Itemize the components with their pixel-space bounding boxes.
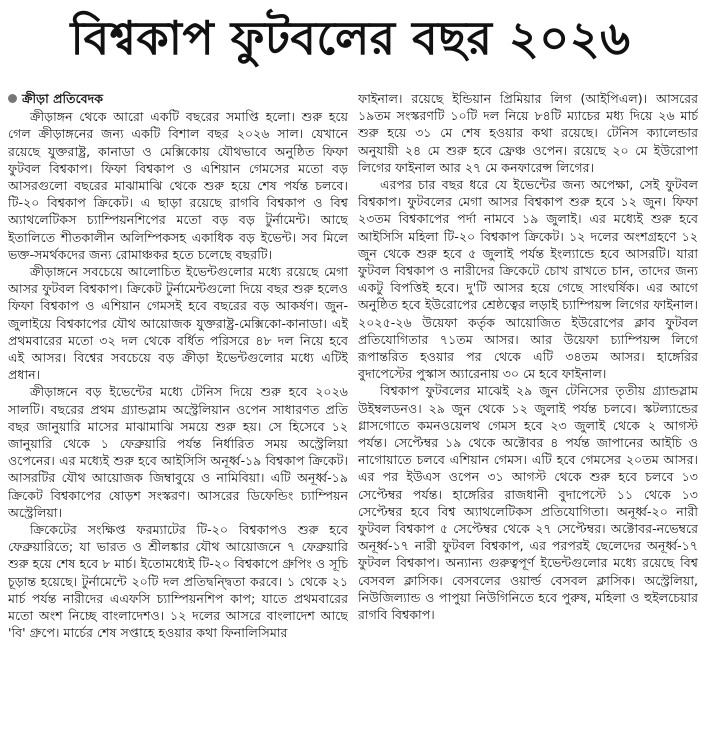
- byline: [8, 90, 348, 107]
- paragraph: ফাইনাল। রয়েছে ইন্ডিয়ান প্রিমিয়ার লিগ (আইপিএল)। আসরের ১৯তম সংস্করণটি ১০টি দল নিয়ে ৮৪টি ম্যাচের মধ্য দিয়ে ২৬ মার্চ শুরু হয়ে ৩১ মে শেষ হওয়ার কথা রয়েছে। টেনিস ক্যালেন্ডার অনুযায়ী ২৪ মে শুরু হবে ফ্রেঞ্চ ওপেন। রয়েছে ২০ মে ইউরোপা লিগের ফাইনাল আর ২৭ মে কনফারেন্স লিগের।: [358, 91, 698, 175]
- paragraph: বিশ্বকাপ ফুটবলের মাঝেই ২৯ জুন টেনিসের তৃতীয় গ্র্যান্ডস্লাম উইম্বলডনও। ২৯ জুন থেকে ১২ জুলাই পর্যন্ত চলবে। স্কটল্যান্ডের গ্লাসগোতে কমনওয়েলথ গেমস হবে ২৩ জুলাই থেকে ২ আগস্ট পর্যন্ত। সেপ্টেম্বর ১৯ থেকে অক্টোবর ৪ পর্যন্ত জাপানের আইচি ও নাগোয়াতে চলবে এশিয়ান গেমস। এটি হবে গেমসের ২০তম আসর। এর পর ইউএস ওপেন ৩১ আগস্ট থেকে শুরু হবে চলবে ১৩ সেপ্টেম্বর পর্যন্ত। হাঙ্গেরির রাজধানী বুদাপেস্টে ১১ থেকে ১৩ সেপ্টেম্বর হবে বিশ্ব অ্যাথলেটিকস প্রতিযোগিতা। অনূর্ধ্ব-২০ নারী ফুটবল বিশ্বকাপ ৫ সেপ্টেম্বর থেকে ২৭ সেপ্টেম্বর। অক্টোবর-নভেম্বরে অনূর্ধ্ব-১৭ নারী ফুটবল বিশ্বকাপ, এর পরপরই ছেলেদের অনূর্ধ্ব-১৭ ফুটবল বিশ্বকাপ। অন্যান্য গুরুত্বপূর্ণ ইভেন্টগুলোর মধ্যে রয়েছে বিশ্ব বেসবল ক্লাসিক। বেসবলের ওয়ার্ল্ড বেসবল ক্লাসিক। অস্ট্রেলিয়া, নিউজিল্যান্ড ও পাপুয়া নিউগিনিতে হবে পুরুষ, মহিলা ও হুইলচেয়ার রাগবি বিশ্বকাপ।: [358, 383, 698, 623]
- article-column-right: [358, 90, 698, 742]
- byline-text: ক্রীড়া প্রতিবেদক: [22, 91, 104, 106]
- paragraph: ক্রিকেটের সংক্ষিপ্ত ফরম্যাটের টি-২০ বিশ্বকাপও শুরু হবে ফেব্রুয়ারিতে; যা ভারত ও শ্রীলঙ্কার যৌথ আয়োজনে ৭ ফেব্রুয়ারি শুরু হয়ে শেষ হবে ৮ মার্চ। ইতোমধ্যেই টি-২০ বিশ্বকাপে গ্রুপিং ও সূচি চূড়ান্ত হয়েছে। টুর্নামেন্টে ২০টি দল প্রতিদ্বন্দ্বিতা করবে। ১ থেকে ২১ মার্চ পর্যন্ত নারীদের এএফসি চ্যাম্পিয়নশিপ কাপ; যাতে প্রথমবারের মতো অংশ নিচ্ছে বাংলাদেশও। ১২ দলের আসরে বাংলাদেশ আছে 'বি' গ্রুপে। মার্চের শেষ সপ্তাহে হওয়ার কথা ফিনালিসিমার: [8, 522, 348, 641]
- paragraph: ক্রীড়াঙ্গন থেকে আরো একটি বছরের সমাপ্তি হলো। শুরু হয়ে গেল ক্রীড়াঙ্গনের জন্য একটি বিশাল বছর ২০২৬ সাল। যেখানে রয়েছে যুক্তরাষ্ট্র, কানাডা ও মেক্সিকোয় যৌথভাবে অনুষ্ঠিত ফিফা ফুটবল বিশ্বকাপ। ফিফা বিশ্বকাপ ও এশিয়ান গেমসের মতো বড় আসরগুলো বছরের মাঝামাঝি থেকে শুরু হয়ে শেষ পর্যন্ত চলবে। টি-২০ বিশ্বকাপ ক্রিকেট। এ ছাড়া রয়েছে রাগবি বিশ্বকাপ ও বিশ্ব অ্যাথলেটিকস চ্যাম্পিয়নশিপের মতো বড় বড় টুর্নামেন্ট। আছে ইতালিতে শীতকালীন অলিম্পিকসহ একাধিক বড় ইভেন্ট। সব মিলে ভক্ত-সমর্থকদের জন্য রোমাঞ্চকর হতে চলেছে বছরটি।: [8, 109, 348, 262]
- paragraph: এরপর চার বছর ধরে যে ইভেন্টের জন্য অপেক্ষা, সেই ফুটবল বিশ্বকাপ। ফুটবলের মেগা আসর বিশ্বকাপ শুরু হবে ১২ জুন। ফিফা ২৩তম বিশ্বকাপের পর্দা নামবে ১৯ জুলাই। এর মধ্যেই শুরু হবে আইসিসি মহিলা টি-২০ বিশ্বকাপ ক্রিকেট। ১২ দলের অংশগ্রহণে ১২ জুন থেকে শুরু হবে ৫ জুলাই পর্যন্ত ইংল্যান্ডে হবে আসরটি। যারা ফুটবল বিশ্বকাপ ও নারীদের ক্রিকেটে চোখ রাখতে চান, তাদের জন্য একটু বিপত্তিই হবে। দু'টি আসর হয়ে গেছে সাংঘর্ষিক। এর আগে অনুষ্ঠিত হবে ইউরোপের শ্রেষ্ঠত্বের লড়াই চ্যাম্পিয়ন্স লিগের ফাইনাল। ২০২৫-২৬ উয়েফা কর্তৃক আয়োজিত ইউরোপের ক্লাব ফুটবল প্রতিযোগিতার ৭১তম আসর। আর উয়েফা চ্যাম্পিয়ন্স লিগে রূপান্তরিত হওয়ার পর থেকে এটি ৩৪তম আসর। হাঙ্গেরির বুদাপেস্টের পুস্কাস অ্যারেনায় ৩০ মে হবে ফাইনাল।: [358, 177, 698, 382]
- paragraph: ক্রীড়াঙ্গনে বড় ইভেন্টের মধ্যে টেনিস দিয়ে শুরু হবে ২০২৬ সালটি। বছরের প্রথম গ্র্যান্ডস্লাম অস্ট্রেলিয়ান ওপেন সাধারণত প্রতি বছর জানুয়ারি মাসের মাঝামাঝি সময়ে শুরু হয়। সে হিসেবে ১২ জানুয়ারি থেকে ১ ফেব্রুয়ারি পর্যন্ত নির্ধারিত সময় অস্ট্রেলিয়া ওপেনের। এর মধ্যেই শুরু হবে আইসিসি অনূর্ধ্ব-১৯ বিশ্বকাপ ক্রিকেট। আসরটির যৌথ আয়োজক জিম্বাবুয়ে ও নামিবিয়া। এটি অনূর্ধ্ব-১৯ ক্রিকেট বিশ্বকাপের ষোড়শ সংস্করণ। আসরের ডিফেন্ডিং চ্যাম্পিয়ন অস্ট্রেলিয়া।: [8, 384, 348, 520]
- bullet-icon: [8, 94, 17, 103]
- paragraph: ক্রীড়াঙ্গনে সবচেয়ে আলোচিত ইভেন্টগুলোর মধ্যে রয়েছে মেগা আসর ফুটবল বিশ্বকাপ। ক্রিকেট টুর্নামেন্টগুলো দিয়ে বছর শুরু হলেও ফিফা বিশ্বকাপ ও এশিয়ান গেমসই হবে বছরের বড় আকর্ষণ। জুন-জুলাইয়ে বিশ্বকাপের যৌথ আয়োজক যুক্তরাষ্ট্র-মেক্সিকো-কানাডা। এই প্রথমবারের মতো ৩২ দল থেকে বর্ধিত পরিসরে ৪৮ দল নিয়ে হবে এই আসর। বিশ্বের সবচেয়ে বড় ক্রীড়া ইভেন্টগুলোর মধ্যে এটিই প্রধান।: [8, 264, 348, 383]
- page-title: বিশ্বকাপ ফুটবলের বছর ২০২৬: [70, 11, 631, 65]
- article-column-left: [8, 90, 348, 742]
